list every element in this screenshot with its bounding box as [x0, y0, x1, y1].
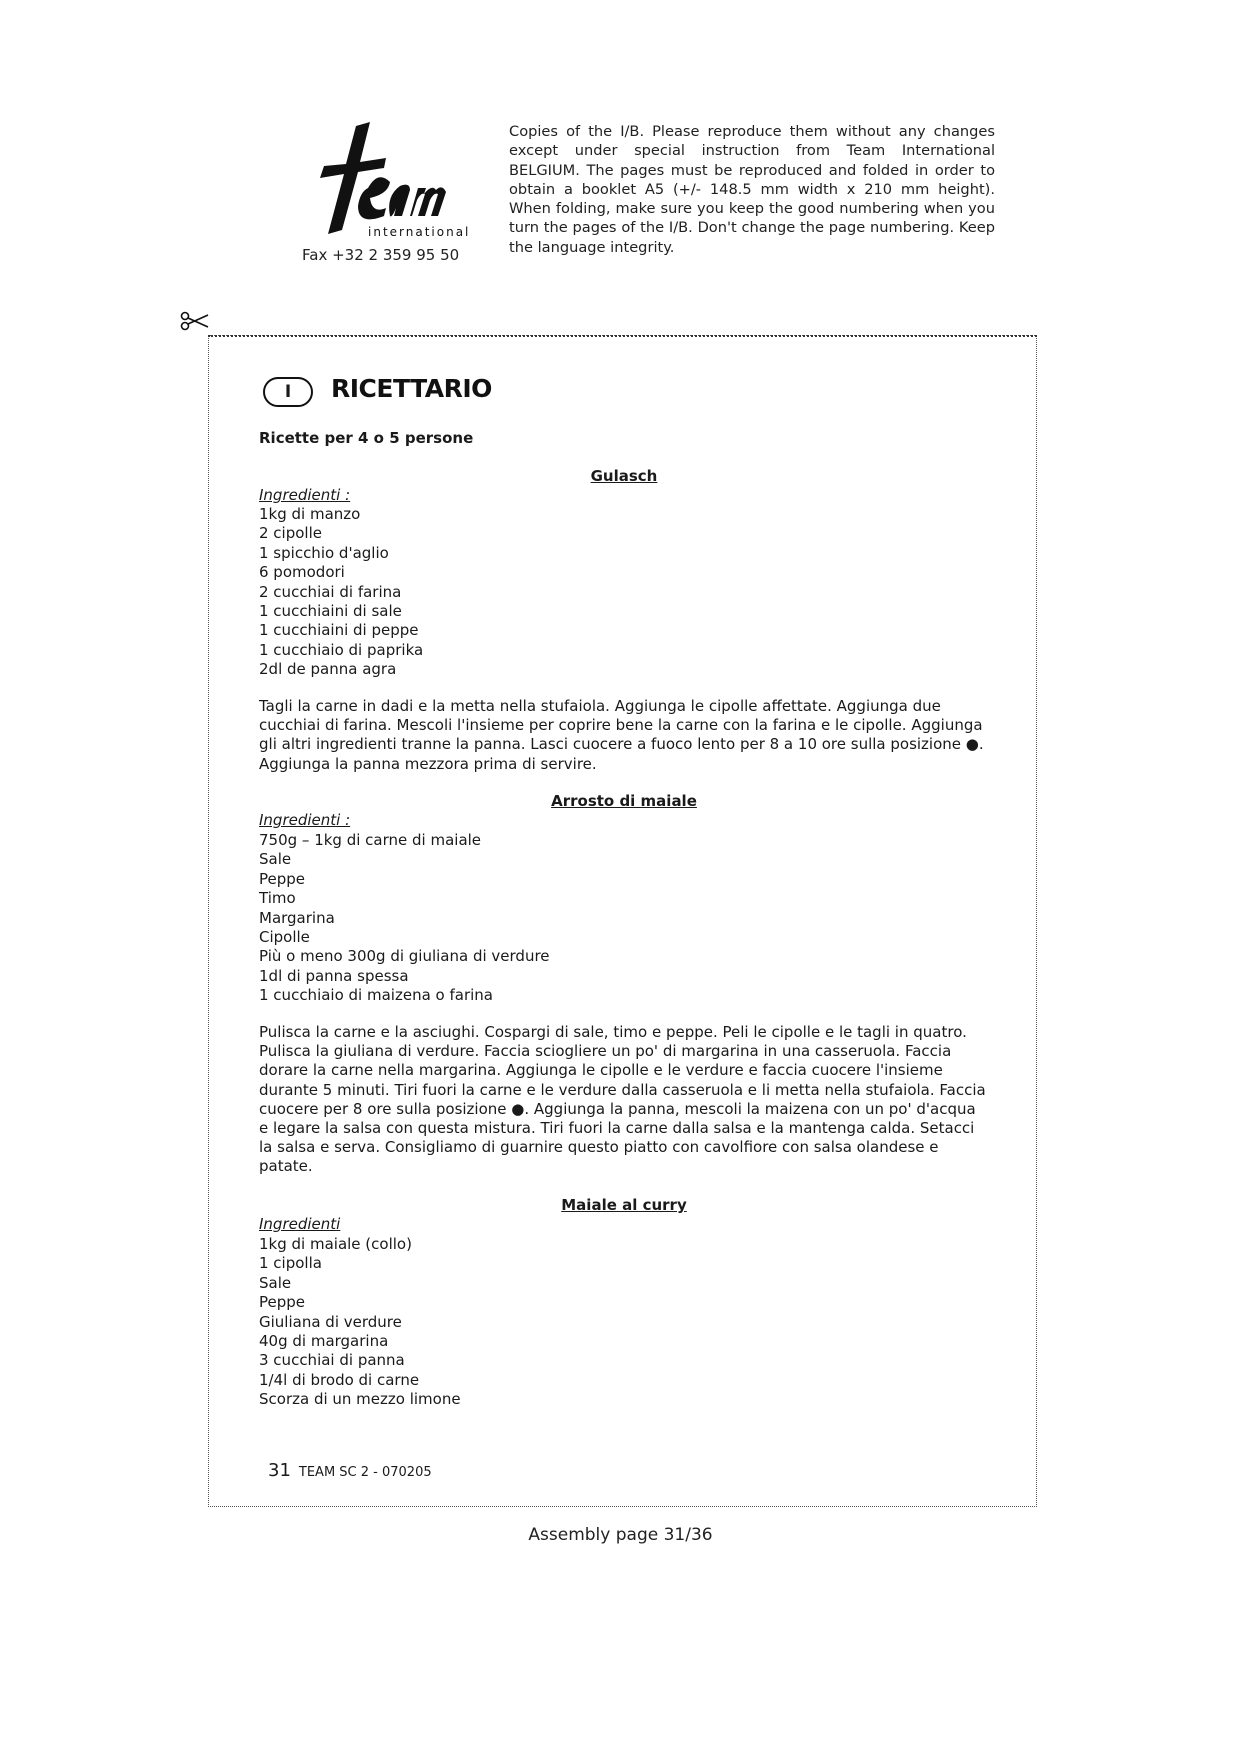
method-arrosto: Pulisca la carne e la asciughi. Cospargi di sale, timo e peppe. Peli le cipolle e le tagli in quatro. Pulisca la giuliana di verdure. Faccia sciogliere un po' di margarina in una casseruola. Faccia dorare la carne nella margarina. Aggiunga le cipolle e le verdure e faccia cuocere l'insieme durante 5 minuti. Tiri fuori la carne e le verdure dalla casseruola e li metta nella stufaiola. Faccia cuocere per 8 ore sulla posizione ●. Aggiunga la panna, mescoli la maizena con un po' d'acqua e legare la salsa con questa mistura. Tiri fuori la carne dalla salsa e la mantenga calda. Setacci la salsa e serva. Consigliamo di guarnire questo piatto con cavolfiore con salsa olandese e patate.: [259, 1023, 986, 1176]
language-badge: I: [263, 377, 313, 407]
team-logo-icon: [298, 122, 471, 240]
ingredients-label: Ingredienti: [259, 1215, 341, 1233]
list-item: Scorza di un mezzo limone: [259, 1390, 461, 1409]
ingredient-list-gulasch: [259, 505, 423, 680]
method-gulasch: Tagli la carne in dadi e la metta nella stufaiola. Aggiunga le cipolle affettate. Aggiunga due cucchiai di farina. Mescoli l'insieme per coprire bene la carne con la farina e le cipolle. Aggiunga gli altri ingredienti tranne la panna. Lasci cuocere a fuoco lento per 8 a 10 ore sulla posizione ●. Aggiunga la panna mezzora prima di servire.: [259, 697, 984, 773]
list-item: 2 cipolle: [259, 524, 322, 543]
list-item: 2 cucchiai di farina: [259, 582, 402, 601]
fax-number: Fax +32 2 359 95 50: [302, 246, 460, 264]
list-item: Giuliana di verdure: [259, 1312, 402, 1331]
page-number: 31: [268, 1460, 291, 1481]
list-item: 1kg di manzo: [259, 505, 361, 523]
list-item: Più o meno 300g di giuliana di verdure: [259, 947, 550, 966]
page-title: RICETTARIO: [331, 374, 492, 403]
assembly-page-label: Assembly page 31/36: [528, 1525, 713, 1545]
list-item: Sale: [259, 850, 292, 869]
servings-subtitle: Ricette per 4 o 5 persone: [259, 429, 474, 447]
reproduction-instructions: Copies of the I/B. Please reproduce them without any changes except under special instruction from Team International BELGIUM. The pages must be reproduced and folded in order to obtain a booklet A5 (+/- 148.5 mm width x 210 mm height). When folding, make sure you keep the good numbering when you turn the pages of the I/B. Don't change the page numbering. Keep the language integrity.: [509, 123, 995, 256]
page-footer: [268, 1460, 432, 1481]
list-item: 1 spicchio d'aglio: [259, 543, 389, 562]
list-item: 1 cipolla: [259, 1254, 322, 1273]
recipe-title-gulasch: Gulasch: [590, 467, 658, 485]
list-item: 2dl de panna agra: [259, 660, 397, 679]
list-item: 6 pomodori: [259, 563, 345, 582]
team-logo: [292, 122, 471, 242]
list-item: 1/4l di brodo di carne: [259, 1370, 420, 1389]
list-item: Margarina: [259, 908, 335, 927]
list-item: Peppe: [259, 1293, 306, 1312]
list-item: 1 cucchiaio di maizena o farina: [259, 986, 493, 1005]
ingredients-label: Ingredienti :: [259, 811, 351, 829]
cut-line: [208, 335, 1037, 337]
list-item: 1 cucchiaini di sale: [259, 602, 402, 621]
ingredients-label: Ingredienti :: [259, 486, 351, 504]
recipe-title-curry: Maiale al curry: [561, 1196, 687, 1214]
list-item: 1kg di maiale (collo): [259, 1235, 412, 1253]
ingredient-list-arrosto: [259, 831, 550, 1006]
list-item: 1 cucchiaio di paprika: [259, 640, 424, 659]
svg-text:international: international: [368, 225, 471, 239]
list-item: Sale: [259, 1273, 292, 1292]
list-item: 1dl di panna spessa: [259, 966, 409, 985]
scissors-icon: [180, 310, 210, 332]
list-item: 40g di margarina: [259, 1332, 389, 1351]
list-item: Peppe: [259, 869, 306, 888]
list-item: Timo: [259, 889, 296, 908]
list-item: 3 cucchiai di panna: [259, 1351, 405, 1370]
recipe-title-arrosto: Arrosto di maiale: [551, 792, 697, 810]
list-item: 1 cucchiaini di peppe: [259, 621, 419, 640]
list-item: 750g – 1kg di carne di maiale: [259, 831, 482, 849]
document-code: TEAM SC 2 - 070205: [298, 1465, 432, 1480]
ingredient-list-curry: [259, 1235, 461, 1410]
list-item: Cipolle: [259, 928, 310, 947]
